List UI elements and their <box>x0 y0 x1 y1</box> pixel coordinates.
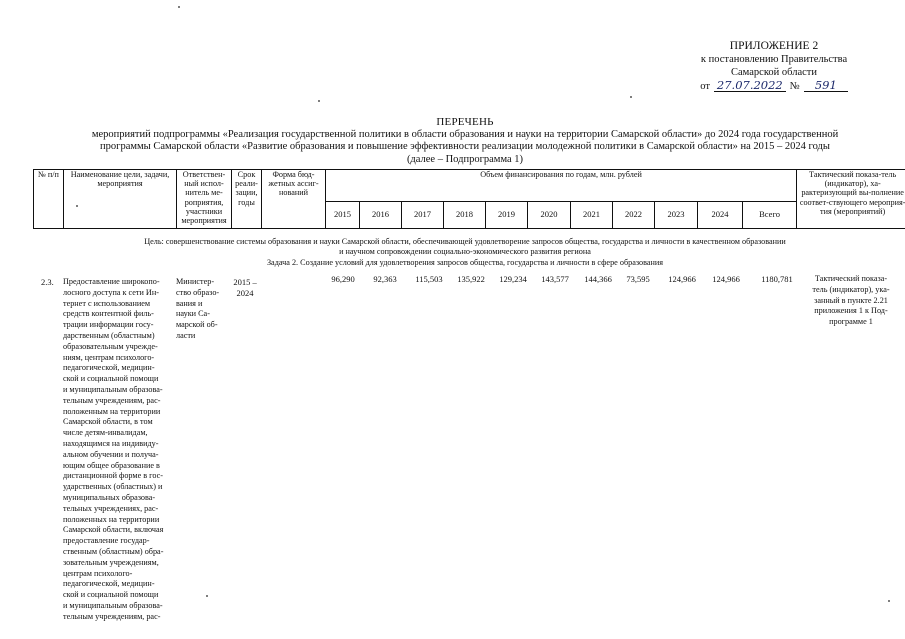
row-name-line: Предоставление широкопо- <box>63 277 160 286</box>
value-2020: 143,577 <box>541 274 569 284</box>
row-name-line: положенным на территории <box>63 406 161 416</box>
header-form: Форма бюд-жетных ассиг-нований <box>262 170 326 229</box>
row-responsible-line: ласти <box>176 330 196 340</box>
row-responsible <box>176 277 228 342</box>
row-responsible-line: ство образо- <box>176 287 220 297</box>
scan-speck <box>318 100 320 102</box>
scan-speck <box>630 96 632 98</box>
header-year-2015: 2015 <box>326 202 360 229</box>
row-name-line: тельных учреждениях, рас- <box>63 503 159 513</box>
title-line-1: мероприятий подпрограммы «Реализация государственной политики в области образования и науки на территории Самарской области» до 2024 года государственной <box>91 128 839 140</box>
row-responsible-line: науки Са- <box>176 309 210 319</box>
row-indicator-line: Тактический показа- <box>814 274 888 283</box>
row-name-line: альном обучении и получа- <box>63 449 159 459</box>
header-year-2016: 2016 <box>360 202 402 229</box>
header-period: Срок реали-зации, годы <box>232 170 262 229</box>
number-label: № <box>789 81 800 92</box>
value-2018: 135,922 <box>457 274 485 284</box>
value-2015: 96,290 <box>331 274 355 284</box>
scan-speck <box>206 595 208 597</box>
row-name-line: Самарской области, в том <box>63 417 153 427</box>
appendix-block <box>684 40 864 93</box>
row-indicator-line: тель (индикатор), ука- <box>812 284 890 294</box>
row-name-line: педагогической, медицин- <box>63 579 155 589</box>
row-name-line: средств контентной филь- <box>63 309 154 319</box>
header-total: Всего <box>743 202 797 229</box>
scan-speck <box>178 6 180 8</box>
row-name-line: ской и социальной помощи <box>63 374 159 384</box>
row-responsible-line: марской об- <box>176 320 218 330</box>
row-name-line: лосного доступа к сети Ин- <box>63 287 159 297</box>
appendix-line-1: к постановлению Правительства <box>700 54 848 65</box>
header-year-2022: 2022 <box>613 202 655 229</box>
row-period-line: 2015 – <box>233 277 257 287</box>
row-name-line: ственным (областным) обра- <box>63 546 164 556</box>
value-2023: 124,966 <box>668 274 696 284</box>
row-name-line: ющим общее образование в <box>63 460 160 470</box>
goal-line-1: Цель: совершенствование системы образования и науки Самарской области, обеспечивающей удовлетворение запросов общества, государства и личности в качественном образовании <box>144 237 786 246</box>
title-line-2: программы Самарской области «Развитие образования и повышение эффективности реализации молодежной политики в Самарской области» на 2015 – 2024 годы <box>100 141 830 152</box>
row-indicator-line: занный в пункте 2.21 <box>814 295 888 305</box>
row-name-line: ской и социальной помощи <box>63 590 159 600</box>
header-responsible: Ответствен-ный испол-нитель ме-роприятия, участники мероприятия <box>177 170 232 229</box>
row-name-line: Самарской области, включая <box>63 525 164 535</box>
header-year-2017: 2017 <box>402 202 444 229</box>
value-2021: 144,366 <box>584 274 612 284</box>
goal-text <box>100 237 830 257</box>
scan-speck <box>76 205 78 207</box>
value-2024: 124,966 <box>712 274 740 284</box>
row-name-line: муниципальных образова- <box>63 492 156 502</box>
header-funding: Объем финансирования по годам, млн. рублей <box>326 170 797 202</box>
handwritten-number: 591 <box>804 79 848 92</box>
header-year-2020: 2020 <box>528 202 571 229</box>
appendix-date-line <box>684 79 864 93</box>
row-name-line: центрам психолого- <box>63 568 133 578</box>
appendix-heading: ПРИЛОЖЕНИЕ 2 <box>729 40 819 52</box>
row-name-line: трации информации госу- <box>63 320 154 330</box>
header-year-2021: 2021 <box>571 202 613 229</box>
date-prefix: от <box>700 81 710 92</box>
row-indicator-line: программе 1 <box>829 317 873 327</box>
row-name-line: положенных на территории <box>63 514 160 524</box>
row-responsible-line: вания и <box>176 298 203 308</box>
row-name-line: образовательным учрежде- <box>63 341 158 351</box>
row-name-line: ниям, центрам психолого- <box>63 352 155 362</box>
value-2017: 115,503 <box>415 274 443 284</box>
row-period-line: 2024 <box>236 287 254 298</box>
scan-speck <box>888 600 890 602</box>
value-2022: 73,595 <box>626 274 650 284</box>
row-name-line: и муниципальным образова- <box>63 384 163 394</box>
row-name-line: тельным учреждениям, рас- <box>63 611 161 621</box>
row-name-line: тельным учреждениям, рас- <box>63 395 161 405</box>
header-year-2018: 2018 <box>444 202 486 229</box>
header-year-2019: 2019 <box>486 202 528 229</box>
row-name-line: предоставление государ- <box>63 536 150 546</box>
goal-line-2: и научном сопровождении социально-экономического развития региона <box>339 247 591 256</box>
value-total: 1180,781 <box>761 274 793 284</box>
header-name: Наименование цели, задачи, мероприятия <box>64 170 177 229</box>
title-heading: ПЕРЕЧЕНЬ <box>436 116 494 128</box>
row-indicator <box>806 274 896 328</box>
handwritten-date: 27.07.2022 <box>714 79 786 92</box>
row-name-line: числе детям-инвалидам, <box>63 428 148 438</box>
document-title <box>70 116 860 166</box>
row-name <box>63 277 175 623</box>
value-2019: 129,234 <box>499 274 527 284</box>
row-name-line: и муниципальным образова- <box>63 600 163 610</box>
row-period <box>231 277 259 299</box>
row-name-line: дарственным (областным) <box>63 330 155 340</box>
title-line-3: (далее – Подпрограмма 1) <box>406 153 524 165</box>
table-header <box>33 169 905 229</box>
row-indicator-line: приложения 1 к Под- <box>814 306 888 316</box>
row-name-line: тернет с использованием <box>63 298 151 308</box>
header-indicator: Тактический показа-тель (индикатор), ха-рактеризующий вы-полнение соответ-ствующего мероприя-тия (мероприятий) <box>797 170 905 229</box>
row-number: 2.3. <box>41 277 54 287</box>
header-year-2024: 2024 <box>698 202 743 229</box>
row-name-line: ударственных (областных) и <box>63 482 163 492</box>
task-text: Задача 2. Создание условий для удовлетворения запросов общества, государства и личности в сфере образования <box>266 258 664 267</box>
row-name-line: педагогической, медицин- <box>63 363 155 373</box>
row-name-line: дистанционной форме в гос- <box>63 471 163 481</box>
appendix-line-2: Самарской области <box>731 67 817 78</box>
header-year-2023: 2023 <box>655 202 698 229</box>
value-2016: 92,363 <box>373 274 397 284</box>
row-responsible-line: Министер- <box>176 277 215 286</box>
header-num: № п/п <box>34 170 64 229</box>
row-name-line: находящимся на индивиду- <box>63 438 159 448</box>
row-name-line: зовательным учреждениям, <box>63 557 159 567</box>
